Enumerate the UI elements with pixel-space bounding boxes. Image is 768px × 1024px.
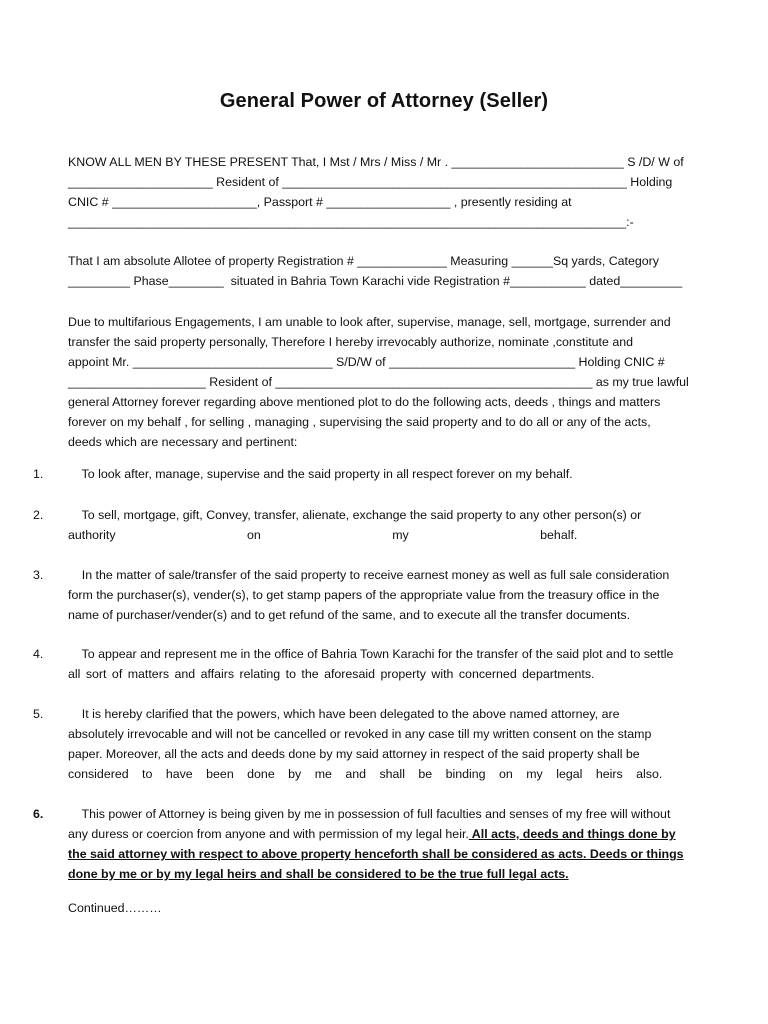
allotee-paragraph	[68, 251, 700, 291]
item-line: considered to have been done by me and shall be binding on my legal heirs also.	[68, 767, 663, 781]
item-line: paper. Moreover, all the acts and deeds done by my said attorney in respect of the said property shall be	[68, 747, 640, 761]
item-number: 5.	[33, 707, 44, 721]
allotee-line: _________ Phase________ situated in Bahria Town Karachi vide Registration #___________ dated_________	[68, 274, 683, 288]
item-number: 2.	[33, 508, 44, 522]
item-line: the said attorney with respect to above property henceforth shall be considered as acts. Deeds or things	[68, 847, 684, 861]
item-number: 1.	[33, 467, 44, 481]
engagements-line: ____________________ Resident of ______________________________________________ as my true lawful	[68, 375, 689, 389]
item-6-plain-text: any duress or coercion from anyone and with permission of my legal heir.	[68, 827, 469, 841]
item-number: 3.	[33, 568, 44, 582]
item-line: absolutely irrevocable and will not be cancelled or revoked in any case till my written consent on the stamp	[68, 727, 652, 741]
item-line: To appear and represent me in the office of Bahria Town Karachi for the transfer of the said plot and to settle	[68, 647, 674, 661]
continued-label: Continued………	[68, 901, 162, 915]
allotee-line: That I am absolute Allotee of property Registration # _____________ Measuring ______Sq yards, Category	[68, 254, 659, 268]
item-2-text	[68, 505, 700, 545]
item-line: all sort of matters and affairs relating to the aforesaid property with concerned departments.	[68, 667, 595, 681]
item-6-underlined-text: All acts, deeds and things done by	[468, 827, 676, 841]
engagements-line: forever on my behalf , for selling , managing , supervising the said property and to do all or any of the acts,	[68, 415, 651, 429]
item-number: 4.	[33, 647, 44, 661]
intro-line: KNOW ALL MEN BY THESE PRESENT That, I Mst / Mrs / Miss / Mr . _________________________ S /D/ W of	[68, 155, 684, 169]
document-title: General Power of Attorney (Seller)	[219, 90, 549, 112]
engagements-line: Due to multifarious Engagements, I am unable to look after, supervise, manage, sell, mortgage, surrender and	[68, 315, 671, 329]
item-line: It is hereby clarified that the powers, which have been delegated to the above named attorney, are	[68, 707, 620, 721]
item-line: To sell, mortgage, gift, Convey, transfer, alienate, exchange the said property to any other person(s) or	[68, 508, 642, 522]
item-6-text	[68, 804, 700, 884]
intro-line: _________________________________________________________________________________:-	[68, 215, 634, 229]
item-5-text	[68, 704, 700, 784]
item-number: 6.	[33, 807, 44, 821]
item-line: name of purchaser/vender(s) and to get refund of the same, and to execute all the transfer documents.	[68, 608, 631, 622]
item-4-text	[68, 644, 700, 684]
item-line: In the matter of sale/transfer of the said property to receive earnest money as well as full sale consideration	[68, 568, 670, 582]
item-line: form the purchaser(s), vender(s), to get stamp papers of the appropriate value from the treasury office in the	[68, 588, 660, 602]
engagements-line: general Attorney forever regarding above mentioned plot to do the following acts, deeds , things and matters	[68, 395, 661, 409]
item-line	[68, 824, 700, 844]
engagements-paragraph	[68, 312, 700, 452]
item-line: authority on my behalf.	[68, 528, 578, 542]
engagements-line: appoint Mr. _____________________________ S/D/W of ___________________________ Holding CNIC #	[68, 355, 665, 369]
intro-paragraph	[68, 152, 700, 232]
item-line: To look after, manage, supervise and the said property in all respect forever on my behalf.	[68, 467, 573, 481]
intro-line: CNIC # _____________________, Passport # __________________ , presently residing at	[68, 195, 572, 209]
item-line: This power of Attorney is being given by me in possession of full faculties and senses of my free will without	[68, 807, 671, 821]
engagements-line: deeds which are necessary and pertinent:	[68, 435, 298, 449]
item-line: done by me or by my legal heirs and shall be considered to be the true full legal acts.	[68, 867, 569, 881]
engagements-line: transfer the said property personally, Therefore I hereby irrevocably authorize, nominate ,constitute and	[68, 335, 633, 349]
item-3-text	[68, 565, 700, 625]
intro-line: _____________________ Resident of __________________________________________________ Holding	[68, 175, 673, 189]
item-1-text	[68, 464, 700, 484]
